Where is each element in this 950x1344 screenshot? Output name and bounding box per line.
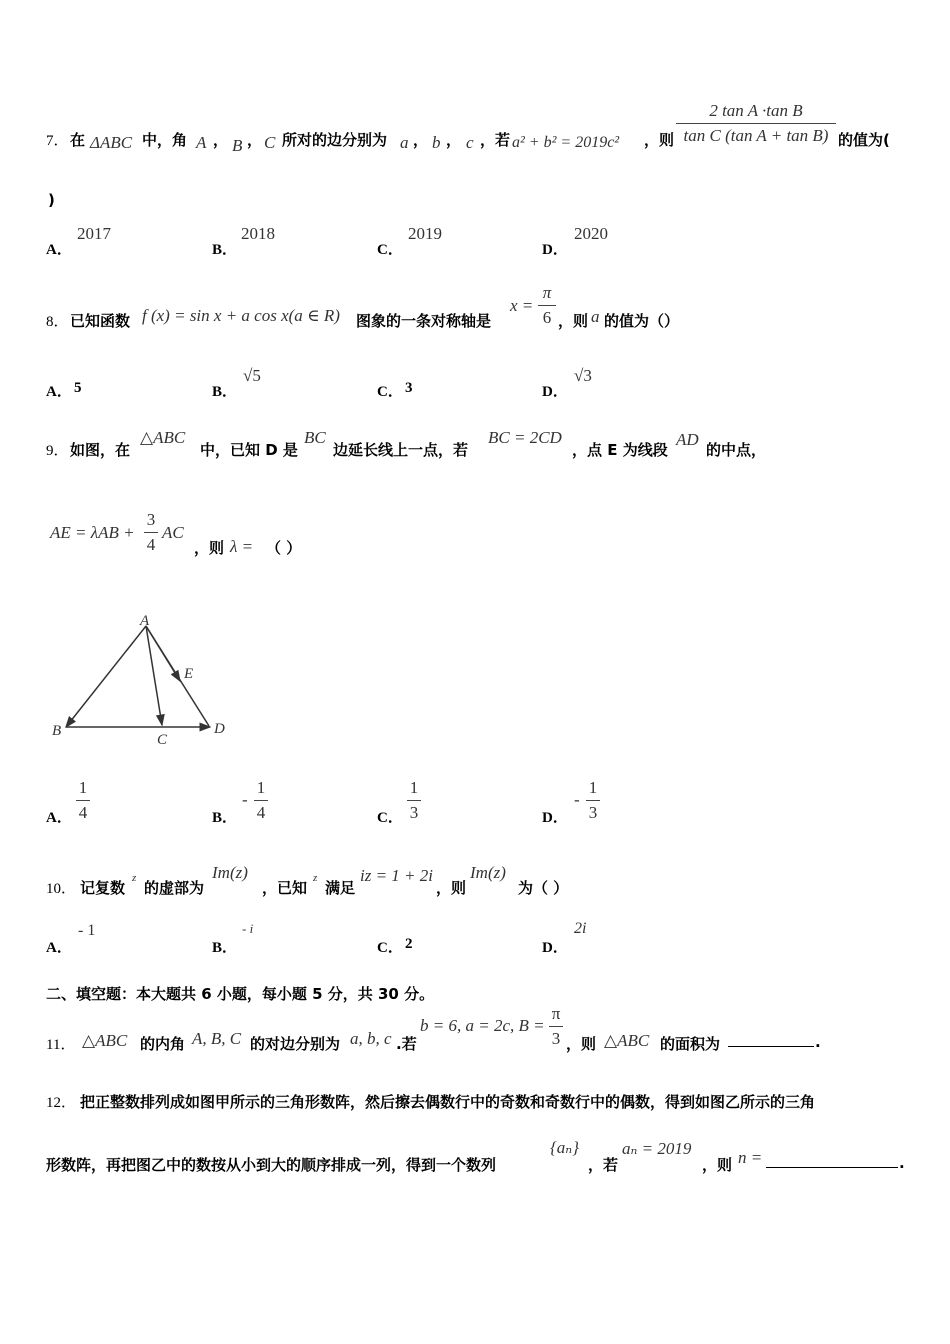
q12-end: .	[899, 1154, 905, 1172]
q12-number: 12．	[46, 1095, 77, 1111]
q7-side-a: a	[400, 133, 409, 152]
q9-label-d: D	[214, 721, 225, 737]
q11-answer-blank[interactable]	[728, 1046, 814, 1047]
q7-fraction-numerator: 2 tan A ·tan B	[709, 101, 803, 120]
q11-text-2: 的对边分别为	[250, 1035, 341, 1053]
q9-option-a-numerator: 1	[78, 778, 88, 797]
q11-text-4: ，则	[566, 1035, 597, 1053]
q7-comma-2: ，	[247, 131, 263, 149]
q9-text-3: 边延长线上一点，若	[333, 441, 469, 459]
q10-option-a-value: - 1	[78, 922, 96, 939]
q7-number: 7．	[46, 133, 69, 149]
q11-fraction-denominator: 3	[551, 1029, 561, 1048]
q9-option-b-denominator: 4	[256, 803, 266, 822]
q8-option-c-value: 3	[405, 380, 413, 396]
q8-a: a	[591, 307, 600, 326]
q7-option-b-label: B．	[212, 242, 238, 258]
q12-condition: aₙ = 2019	[622, 1139, 692, 1158]
q7-option-d-value: 2020	[574, 224, 608, 243]
q8-number: 8．	[46, 314, 69, 330]
q7-option-a-label: A．	[46, 242, 72, 258]
q9-ad: AD	[676, 430, 699, 449]
q7-angle-b: B	[232, 136, 243, 155]
q9-number: 9．	[46, 443, 69, 459]
q7-option-c-value: 2019	[408, 224, 442, 243]
q9-text-4: ，点 E 为线段	[572, 441, 668, 459]
q11-end: .	[815, 1033, 821, 1051]
q9-option-b-sign: -	[242, 790, 248, 809]
q9-text-5: 的中点，	[706, 441, 767, 459]
q7-angle-a: A	[196, 133, 207, 152]
q7-text-6: 的值为(	[838, 131, 890, 149]
q11-text-3: .若	[396, 1035, 417, 1053]
q8-option-a-value: 5	[74, 380, 82, 396]
q7-text-4: ，若	[480, 131, 511, 149]
q8-text-3: ，则	[558, 312, 589, 330]
q10-option-b-value: - i	[242, 921, 254, 936]
q9-expression: AE = λAB +	[50, 523, 135, 542]
q7-text-2: 中，角	[142, 131, 188, 149]
q11-sides: a, b, c	[350, 1029, 392, 1048]
q10-z-2: z	[313, 872, 318, 884]
q7-option-c-label: C．	[377, 242, 403, 258]
q9-expression-numerator: 3	[146, 510, 156, 529]
q9-text-1: 如图，在	[70, 441, 131, 459]
q10-z: z	[132, 872, 137, 884]
q7-angle-c: C	[264, 133, 276, 152]
q12-answer-blank[interactable]	[766, 1167, 898, 1168]
q9-option-d-fraction	[586, 778, 600, 823]
q10-number: 10．	[46, 881, 77, 897]
q9-option-c-numerator: 1	[409, 778, 419, 797]
q10-im-2: Im(z)	[470, 863, 506, 882]
q9-option-a-fraction	[76, 778, 90, 823]
q8-axis-fraction	[538, 283, 556, 328]
q9-text-2: 中，已知 D 是	[200, 441, 298, 459]
q7-comma-1: ，	[213, 131, 229, 149]
q7-triangle: ΔABC	[90, 133, 133, 152]
q9-expression-denominator: 4	[146, 535, 156, 554]
q12-sequence: {aₙ}	[550, 1138, 579, 1157]
q11-triangle-2: △ABC	[604, 1031, 650, 1050]
q9-triangle-figure	[44, 610, 244, 750]
q10-option-d-label: D．	[542, 940, 568, 956]
q10-text-1: 记复数	[80, 879, 126, 897]
q11-number: 11．	[46, 1037, 76, 1053]
q10-option-a-label: A．	[46, 940, 72, 956]
q11-triangle: △ABC	[82, 1031, 128, 1050]
q10-text-2: 的虚部为	[144, 879, 205, 897]
q10-text-4: 满足	[325, 879, 356, 897]
q8-option-b-label: B．	[212, 384, 238, 400]
q10-option-c-value: 2	[405, 936, 413, 952]
q9-text-7: （ ）	[266, 539, 302, 557]
q7-option-b-value: 2018	[241, 224, 275, 243]
q9-option-c-label: C．	[377, 810, 403, 826]
q8-text-1: 已知函数	[70, 312, 131, 330]
q12-text-2: ，若	[588, 1156, 619, 1174]
q11-fraction	[549, 1004, 563, 1049]
q7-option-a-value: 2017	[77, 224, 111, 243]
q11-condition: b = 6, a = 2c, B =	[420, 1016, 545, 1035]
q9-option-a-label: A．	[46, 810, 72, 826]
q10-im: Im(z)	[212, 863, 248, 882]
q8-option-d-value: √3	[574, 366, 592, 385]
q10-text-3: ，已知	[262, 879, 308, 897]
q9-lambda: λ =	[230, 537, 254, 556]
q10-option-d-value: 2i	[574, 920, 587, 937]
q9-label-e: E	[184, 666, 194, 682]
q12-line-2: 形数阵，再把图乙中的数按从小到大的顺序排成一列，得到一个数列	[46, 1156, 497, 1174]
q11-fraction-numerator: π	[551, 1004, 561, 1023]
q9-option-c-denominator: 3	[409, 803, 419, 822]
q9-bc: BC	[304, 428, 326, 447]
q7-fraction	[676, 101, 836, 146]
q11-text-1: 的内角	[140, 1035, 186, 1053]
q10-text-6: 为（ ）	[518, 879, 569, 897]
q7-text-1: 在	[70, 131, 86, 149]
q8-option-b-value: √5	[243, 366, 261, 385]
q8-axis-denominator: 6	[542, 308, 552, 327]
q9-expression-fraction	[144, 510, 158, 555]
q9-label-a: A	[140, 613, 150, 629]
q9-option-b-numerator: 1	[256, 778, 266, 797]
q8-option-a-label: A．	[46, 384, 72, 400]
q9-vector-ac	[146, 626, 162, 725]
q9-option-d-label: D．	[542, 810, 568, 826]
q9-label-c: C	[157, 732, 168, 748]
q9-option-b-fraction	[254, 778, 268, 823]
q7-side-b: b	[432, 133, 441, 152]
q11-text-5: 的面积为	[660, 1035, 721, 1053]
q12-line-1: 把正整数排列成如图甲所示的三角形数阵，然后擦去偶数行中的奇数和奇数行中的偶数，得到如图乙所示的三角	[80, 1093, 816, 1111]
q9-option-c-fraction	[407, 778, 421, 823]
q9-option-a-denominator: 4	[78, 803, 88, 822]
q8-option-c-label: C．	[377, 384, 403, 400]
q9-condition: BC = 2CD	[488, 428, 562, 447]
q8-axis-numerator: π	[542, 283, 552, 302]
q10-option-b-label: B．	[212, 940, 238, 956]
q8-text-2: 图象的一条对称轴是	[356, 312, 492, 330]
q12-text-3: ，则	[702, 1156, 733, 1174]
q9-expression-ac: AC	[162, 523, 184, 542]
q9-option-d-numerator: 1	[588, 778, 598, 797]
q12-n: n =	[738, 1148, 763, 1167]
q11-angles: A, B, C	[192, 1029, 242, 1048]
q7-close-paren: )	[48, 191, 55, 209]
q8-axis-lhs: x =	[510, 296, 534, 315]
q9-label-b: B	[52, 723, 62, 739]
q8-text-4: 的值为（）	[604, 312, 680, 330]
q10-text-5: ，则	[436, 879, 467, 897]
q8-option-d-label: D．	[542, 384, 568, 400]
q7-side-c: c	[466, 133, 474, 152]
q10-option-c-label: C．	[377, 940, 403, 956]
q9-vector-ab	[66, 626, 146, 727]
q7-fraction-denominator: tan C (tan A + tan B)	[683, 126, 829, 145]
q9-text-6: ，则	[194, 539, 225, 557]
q7-text-3: 所对的边分别为	[282, 131, 388, 149]
q7-text-5: ，则	[644, 131, 675, 149]
q8-function: f (x) = sin x + a cos x(a ∈ R)	[142, 306, 340, 325]
q7-condition: a² + b² = 2019c²	[512, 134, 620, 151]
q9-option-d-denominator: 3	[588, 803, 598, 822]
section-2-heading: 二、填空题：本大题共 6 小题，每小题 5 分，共 30 分。	[46, 985, 435, 1003]
q9-option-d-sign: -	[574, 790, 580, 809]
q10-condition: iz = 1 + 2i	[360, 866, 434, 885]
q9-triangle: △ABC	[140, 428, 186, 447]
q7-option-d-label: D．	[542, 242, 568, 258]
q9-option-b-label: B．	[212, 810, 238, 826]
